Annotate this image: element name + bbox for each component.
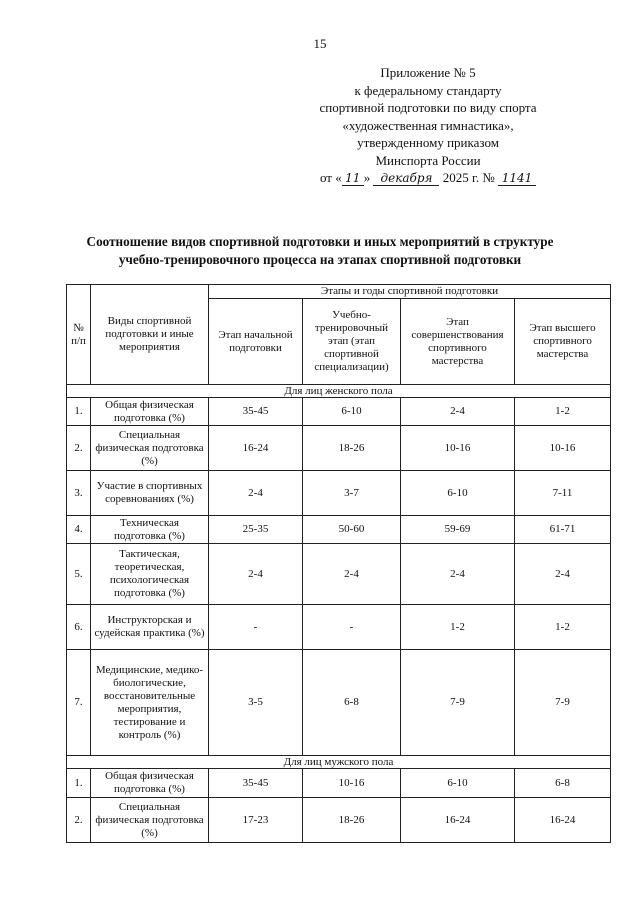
table-row [67,605,611,650]
row-value: 16-24 [209,426,303,471]
row-value: 16-24 [401,798,515,843]
row-num: 1. [67,398,91,426]
row-num: 4. [67,516,91,544]
header-stage: Учебно-тренировочный этап (этап спортивной специализации) [303,299,401,385]
header-stage: Этап высшего спортивного мастерства [515,299,611,385]
date-prefix: от « [319,170,342,185]
appendix-line: спортивной подготовки по виду спорта [319,100,537,115]
header-num: № п/п [67,285,91,385]
appendix-line: Приложение № 5 [380,65,476,80]
row-value: 10-16 [303,769,401,798]
row-value: 2-4 [303,544,401,605]
section-female: Для лиц женского пола [67,385,611,398]
appendix-block [278,64,578,187]
row-value: 50-60 [303,516,401,544]
row-value: 7-9 [401,650,515,756]
row-value: 2-4 [515,544,611,605]
row-value: 2-4 [209,471,303,516]
title-line: Соотношение видов спортивной подготовки и иных мероприятий в структуре [86,234,554,249]
header-stages: Этапы и годы спортивной подготовки [209,285,611,299]
row-name: Общая физическая подготовка (%) [91,398,209,426]
row-name: Специальная физическая подготовка (%) [91,798,209,843]
appendix-line: к федеральному стандарту [354,82,502,98]
header-kind: Виды спортивной подготовки и иные мероприятия [91,285,209,385]
header-stage: Этап начальной подготовки [209,299,303,385]
row-value: 2-4 [209,544,303,605]
row-value: 6-10 [401,769,515,798]
table-row [67,650,611,756]
row-name: Инструкторская и судейская практика (%) [91,605,209,650]
row-value: 1-2 [401,605,515,650]
row-value: 7-11 [515,471,611,516]
row-value: 16-24 [515,798,611,843]
row-value: 35-45 [209,398,303,426]
row-value: 18-26 [303,798,401,843]
row-num: 3. [67,471,91,516]
row-num: 1. [67,769,91,798]
row-value: 35-45 [209,769,303,798]
row-value: 2-4 [401,398,515,426]
row-value: 6-10 [401,471,515,516]
row-name: Техническая подготовка (%) [91,516,209,544]
row-num: 2. [67,426,91,471]
order-number: 1141 [498,172,536,186]
row-num: 5. [67,544,91,605]
row-value: 10-16 [515,426,611,471]
row-value: 6-10 [303,398,401,426]
appendix-line: Минспорта России [375,152,481,168]
row-value: 18-26 [303,426,401,471]
title-line: учебно-тренировочного процесса на этапах спортивной подготовки [118,252,522,267]
table-row [67,769,611,798]
row-value: 61-71 [515,516,611,544]
row-value: 3-7 [303,471,401,516]
row-num: 6. [67,605,91,650]
table-row [67,471,611,516]
document-title [30,233,610,269]
row-value: 6-8 [303,650,401,756]
order-day: 11 [342,172,364,186]
order-date-line [278,169,578,187]
row-num: 2. [67,798,91,843]
row-num: 7. [67,650,91,756]
row-value: 10-16 [401,426,515,471]
row-name: Тактическая, теоретическая, психологическая подготовка (%) [91,544,209,605]
row-value: 1-2 [515,398,611,426]
header-stage: Этап совершенствования спортивного мастерства [401,299,515,385]
table-row [67,516,611,544]
row-value: 6-8 [515,769,611,798]
table-row [67,398,611,426]
row-value: 59-69 [401,516,515,544]
table-row [67,426,611,471]
row-value: 7-9 [515,650,611,756]
row-name: Общая физическая подготовка (%) [91,769,209,798]
row-value: 3-5 [209,650,303,756]
row-value: - [303,605,401,650]
order-month: декабря [373,172,439,186]
row-name: Медицинские, медико-биологические, восстановительные мероприятия, тестирование и контроль (%) [91,650,209,756]
date-mid: » [363,170,371,185]
page-number: 15 [313,36,327,51]
section-male: Для лиц мужского пола [67,756,611,769]
row-value: 17-23 [209,798,303,843]
table-row [67,798,611,843]
appendix-line: утвержденному приказом [357,135,499,150]
order-year: 2025 г. № [442,170,495,185]
row-value: 2-4 [401,544,515,605]
row-value: - [209,605,303,650]
training-ratio-table [66,284,611,843]
row-name: Участие в спортивных соревнованиях (%) [91,471,209,516]
row-value: 25-35 [209,516,303,544]
table-row [67,544,611,605]
row-value: 1-2 [515,605,611,650]
row-name: Специальная физическая подготовка (%) [91,426,209,471]
appendix-line: «художественная гимнастика», [342,117,514,133]
